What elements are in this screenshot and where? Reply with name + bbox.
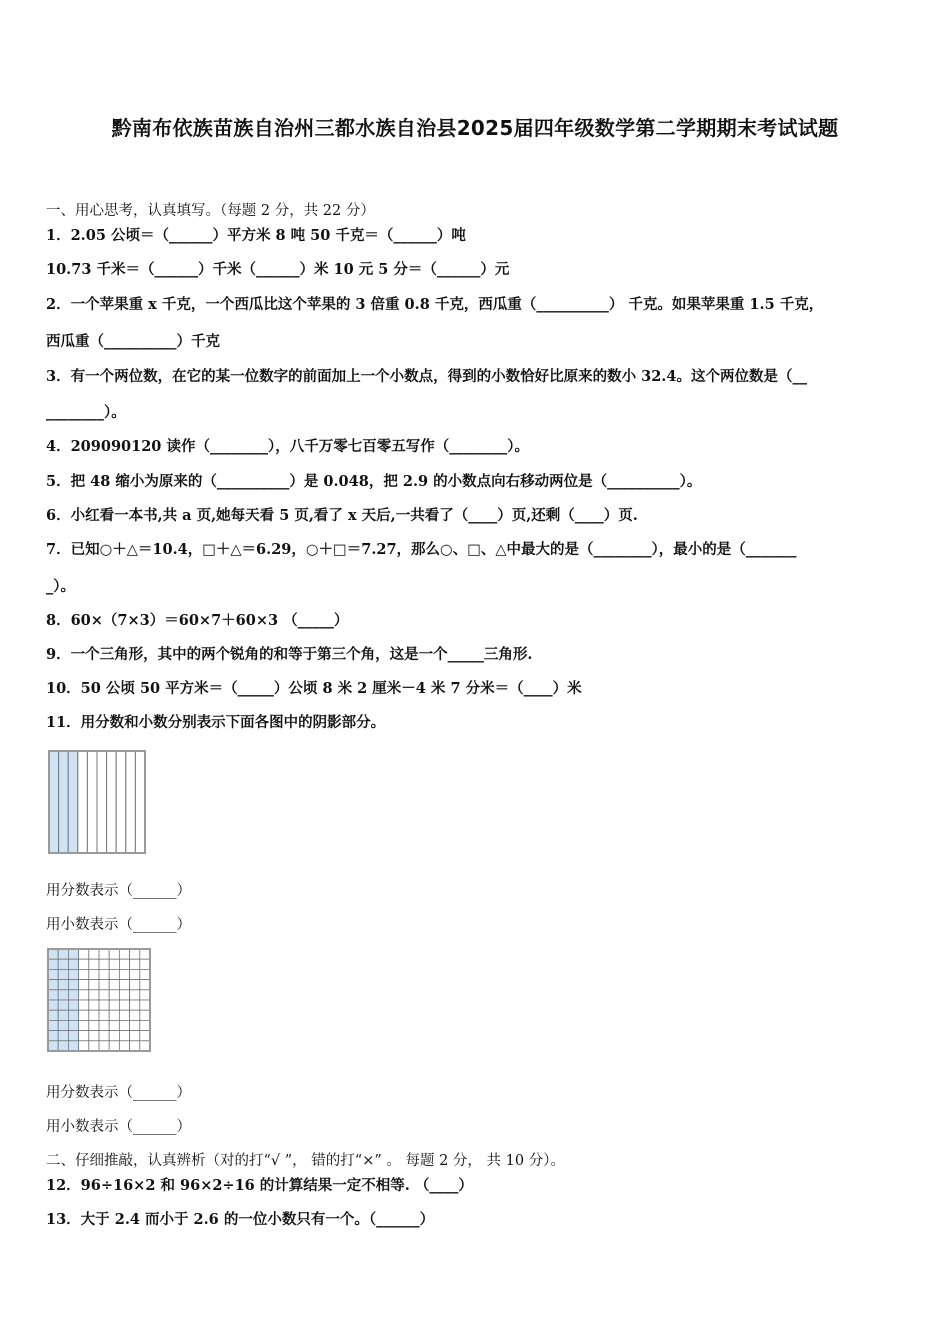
question-2-line-1: 2．一个苹果重 x 千克，一个西瓜比这个苹果的 3 倍重 0.8 千克，西瓜重（__________） 千克。如果苹果重 1.5 千克， <box>46 296 824 313</box>
figure-1-strip-shaded <box>59 751 69 853</box>
figure-2-cell <box>79 959 89 969</box>
figure-2-cell <box>140 1031 150 1041</box>
question-1-line-1: 1．2.05 公顷＝（______）平方米 8 吨 50 千克＝（______）吨 <box>46 227 466 244</box>
figure-2-cell <box>140 969 150 979</box>
figure-2-cell-shaded <box>58 1031 68 1041</box>
figure-2-cell-shaded <box>58 1020 68 1030</box>
figure-2-cell-shaded <box>58 980 68 990</box>
fig2-decimal-prompt: 用小数表示（______） <box>46 1119 191 1135</box>
figure-2-cell <box>99 1020 109 1030</box>
figure-2-cell <box>79 1000 89 1010</box>
figure-2-cell-shaded <box>48 1031 58 1041</box>
figure-1-strip <box>97 751 107 853</box>
figure-1-strip <box>116 751 126 853</box>
figure-2-cell <box>130 1041 140 1051</box>
figure-2-cell <box>89 980 99 990</box>
figure-2-cell <box>119 969 129 979</box>
figure-2-cell <box>109 1000 119 1010</box>
figure-2-cell-shaded <box>68 969 78 979</box>
figure-2-cell-shaded <box>48 959 58 969</box>
figure-2-cell-shaded <box>48 1010 58 1020</box>
question-7-line-2: _）。 <box>46 578 75 595</box>
figure-2-cell <box>130 969 140 979</box>
figure-2-cell <box>109 949 119 959</box>
figure-2-cell <box>99 1041 109 1051</box>
fig1-decimal-prompt: 用小数表示（______） <box>46 917 191 933</box>
figure-2-cell <box>89 949 99 959</box>
figure-2-cell <box>79 969 89 979</box>
figure-2-cell <box>130 949 140 959</box>
section1-header: 一、用心思考，认真填写。（每题 2 分，共 22 分） <box>46 203 375 219</box>
figure-2-square-grid <box>46 947 152 1053</box>
figure-2-cell <box>79 1020 89 1030</box>
figure-2-cell <box>119 990 129 1000</box>
figure-2-cell <box>89 1041 99 1051</box>
section2-header: 二、仔细推敲，认真辨析（对的打“√ ”， 错的打“×” 。 每题 2 分， 共 10 分）。 <box>46 1153 565 1169</box>
question-2-line-2: 西瓜重（__________）千克 <box>46 333 220 350</box>
figure-2-cell <box>89 1031 99 1041</box>
figure-2-cell-shaded <box>48 1000 58 1010</box>
figure-2-cell <box>109 1041 119 1051</box>
figure-2-cell-shaded <box>48 949 58 959</box>
figure-2-cell <box>79 1041 89 1051</box>
figure-1-strip <box>107 751 117 853</box>
figure-2-cell <box>119 949 129 959</box>
figure-2-cell-shaded <box>68 1041 78 1051</box>
figure-1-strip <box>87 751 97 853</box>
question-9: 9．一个三角形，其中的两个锐角的和等于第三个角，这是一个_____三角形. <box>46 646 533 663</box>
figure-2-cell-shaded <box>68 959 78 969</box>
figure-1-strip-shaded <box>49 751 59 853</box>
figure-2-cell <box>119 1031 129 1041</box>
figure-2-cell <box>130 1031 140 1041</box>
figure-2-cell <box>79 1031 89 1041</box>
figure-2-cell-shaded <box>68 1020 78 1030</box>
figure-2-cell <box>119 980 129 990</box>
question-12: 12．96÷16×2 和 96×2÷16 的计算结果一定不相等. （____） <box>46 1177 473 1194</box>
figure-2-cell <box>140 959 150 969</box>
question-13: 13．大于 2.4 而小于 2.6 的一位小数只有一个。（______） <box>46 1211 435 1228</box>
figure-2-cell-shaded <box>68 1000 78 1010</box>
figure-2-cell <box>99 990 109 1000</box>
figure-2-cell-shaded <box>58 1000 68 1010</box>
fig2-fraction-prompt: 用分数表示（______） <box>46 1085 191 1101</box>
figure-2-svg <box>46 947 152 1053</box>
figure-2-cell <box>89 1020 99 1030</box>
figure-2-cell-shaded <box>48 1020 58 1030</box>
figure-1-strip-shaded <box>68 751 78 853</box>
figure-2-cell-shaded <box>58 990 68 1000</box>
figure-2-cell-shaded <box>68 1031 78 1041</box>
figure-2-cell <box>79 980 89 990</box>
figure-1-strip <box>126 751 136 853</box>
figure-2-cell <box>140 980 150 990</box>
question-1-line-2: 10.73 千米＝（______）千米（______）米 10 元 5 分＝（______）元 <box>46 261 510 278</box>
question-6: 6．小红看一本书,共 a 页,她每天看 5 页,看了 x 天后,一共看了（____）页,还剩（____）页. <box>46 507 638 524</box>
page-title: 黔南布依族苗族自治州三都水族自治县2025届四年级数学第二学期期末考试试题 <box>111 116 839 140</box>
figure-1-column-grid <box>47 749 147 855</box>
figure-2-cell <box>109 959 119 969</box>
figure-2-cell <box>99 980 109 990</box>
figure-2-cell-shaded <box>68 949 78 959</box>
figure-2-cell-shaded <box>48 980 58 990</box>
figure-2-cell-shaded <box>68 990 78 1000</box>
figure-2-cell <box>119 1020 129 1030</box>
figure-1-strip <box>135 751 145 853</box>
figure-2-cell <box>140 1041 150 1051</box>
question-3-line-2: ________）。 <box>46 404 126 421</box>
figure-2-cell-shaded <box>48 969 58 979</box>
figure-1-strip <box>78 751 88 853</box>
figure-2-cell <box>130 959 140 969</box>
figure-2-cell <box>140 1020 150 1030</box>
question-7-line-1: 7．已知○＋△＝10.4，□＋△＝6.29，○＋□＝7.27，那么○、□、△中最大的是（________），最小的是（_______ <box>46 541 797 558</box>
figure-2-cell <box>109 1031 119 1041</box>
figure-2-cell <box>140 1010 150 1020</box>
figure-2-cell <box>119 1041 129 1051</box>
fig1-fraction-prompt: 用分数表示（______） <box>46 883 191 899</box>
figure-2-cell <box>89 990 99 1000</box>
figure-2-cell <box>130 1000 140 1010</box>
figure-2-cell-shaded <box>68 1010 78 1020</box>
figure-2-cell <box>79 990 89 1000</box>
figure-2-cell <box>140 1000 150 1010</box>
figure-2-cell <box>99 969 109 979</box>
figure-2-cell <box>79 949 89 959</box>
figure-2-cell <box>119 959 129 969</box>
figure-2-cell-shaded <box>58 959 68 969</box>
figure-2-cell-shaded <box>58 1010 68 1020</box>
figure-2-cell <box>99 949 109 959</box>
question-3-line-1: 3．有一个两位数，在它的某一位数字的前面加上一个小数点，得到的小数恰好比原来的数小 32.4。这个两位数是（__ <box>46 368 807 385</box>
figure-2-cell <box>89 1010 99 1020</box>
figure-2-cell <box>140 949 150 959</box>
figure-2-cell <box>109 969 119 979</box>
figure-2-cell <box>119 1000 129 1010</box>
figure-2-cell <box>130 1010 140 1020</box>
figure-2-cell-shaded <box>48 1041 58 1051</box>
figure-2-cell <box>89 1000 99 1010</box>
figure-2-cell <box>130 1020 140 1030</box>
figure-2-cell-shaded <box>68 980 78 990</box>
figure-2-cell <box>119 1010 129 1020</box>
figure-2-cell-shaded <box>58 969 68 979</box>
figure-2-cell <box>79 1010 89 1020</box>
question-5: 5．把 48 缩小为原来的（__________）是 0.048，把 2.9 的小数点向右移动两位是（__________）。 <box>46 473 702 490</box>
figure-2-cell <box>99 1000 109 1010</box>
figure-2-cell <box>109 980 119 990</box>
figure-2-cell <box>109 990 119 1000</box>
question-11: 11．用分数和小数分别表示下面各图中的阴影部分。 <box>46 714 386 731</box>
figure-2-cell <box>89 959 99 969</box>
figure-2-cell <box>109 1020 119 1030</box>
figure-2-cell-shaded <box>48 990 58 1000</box>
question-8: 8．60×（7×3）＝60×7＋60×3 （_____） <box>46 612 349 629</box>
figure-2-cell <box>130 990 140 1000</box>
figure-2-cell <box>99 1010 109 1020</box>
figure-2-cell <box>99 959 109 969</box>
figure-2-cell-shaded <box>58 1041 68 1051</box>
figure-2-cell <box>109 1010 119 1020</box>
figure-2-cell <box>99 1031 109 1041</box>
figure-1-svg <box>47 749 147 855</box>
figure-2-cell-shaded <box>58 949 68 959</box>
question-10: 10．50 公顷 50 平方米＝（_____）公顷 8 米 2 厘米－4 米 7 分米＝（____）米 <box>46 680 582 697</box>
question-4: 4．209090120 读作（________），八千万零七百零五写作（________）。 <box>46 438 529 455</box>
figure-2-cell <box>130 980 140 990</box>
figure-2-cell <box>89 969 99 979</box>
figure-2-cell <box>140 990 150 1000</box>
